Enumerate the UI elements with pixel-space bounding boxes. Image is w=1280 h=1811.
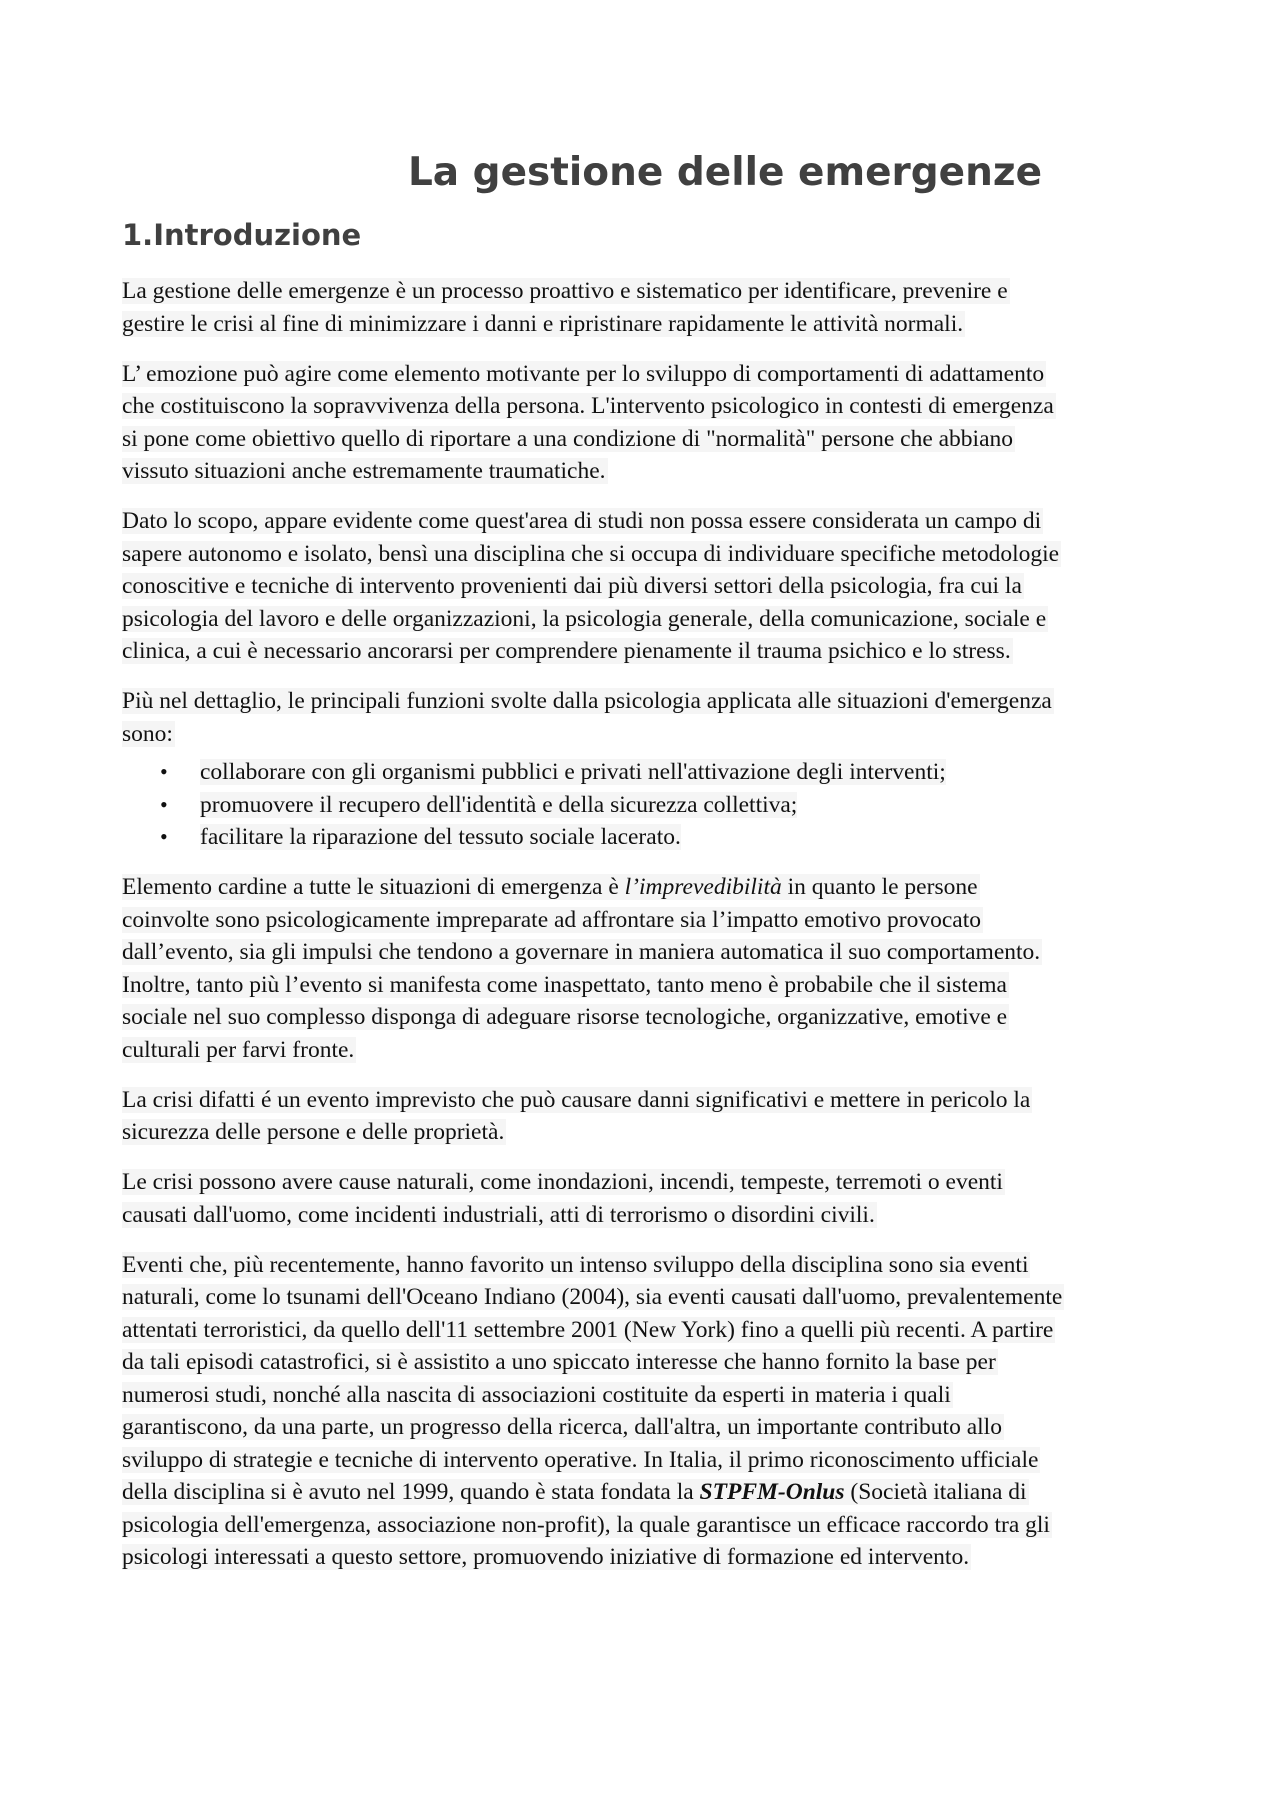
paragraph-causes	[122, 1166, 1182, 1231]
text-line: L’ emozione può agire come elemento motivante per lo sviluppo di comportamenti di adattamento	[122, 360, 1045, 387]
list-item	[122, 756, 1182, 789]
document-body	[122, 275, 1182, 1591]
text-line: causati dall'uomo, come incidenti industriali, atti di terrorismo o disordini civili.	[122, 1201, 875, 1228]
functions-list	[122, 756, 1182, 854]
list-item	[122, 821, 1182, 854]
paragraph-functions	[122, 685, 1182, 750]
list-item-text: promuovere il recupero dell'identità e della sicurezza collettiva;	[200, 791, 798, 818]
organization-name: STPFM-Onlus	[699, 1479, 845, 1505]
list-item-text: facilitare la riparazione del tessuto sociale lacerato.	[200, 824, 681, 850]
text-line: conoscitive e tecniche di intervento provenienti dai più diversi settori della psicologia, fra cui la	[122, 573, 1022, 599]
text-line: si pone come obiettivo quello di riportare a una condizione di "normalità" persone che abbiano	[122, 425, 1014, 452]
paragraph-unpredictability	[122, 871, 1182, 1066]
text-line: psicologia dell'emergenza, associazione non-profit), la quale garantisce un efficace raccordo tra gli	[122, 1511, 1050, 1538]
list-item	[122, 789, 1182, 822]
text-line: sapere autonomo e isolato, bensì una disciplina che si occupa di individuare specifiche metodologie	[122, 540, 1060, 567]
text-line: coinvolte sono psicologicamente impreparate ad affrontare sia l’impatto emotivo provocato	[122, 906, 981, 933]
bullet-icon: •	[160, 824, 168, 849]
text-line: La gestione delle emergenze è un processo proattivo e sistematico per identificare, prevenire e	[122, 278, 1008, 304]
paragraph-definition	[122, 275, 1182, 340]
text-line: psicologia del lavoro e delle organizzazioni, la psicologia generale, della comunicazione, sociale e	[122, 605, 1047, 632]
text-line: Inoltre, tanto più l’evento si manifesta come inaspettato, tanto meno è probabile che il sistema	[122, 971, 1007, 998]
text-line: sono:	[122, 720, 173, 747]
text-line: psicologi interessati a questo settore, promuovendo iniziative di formazione ed intervento.	[122, 1544, 970, 1570]
paragraph-history	[122, 1249, 1182, 1574]
bullet-icon: •	[160, 759, 168, 784]
text-line: culturali per farvi fronte.	[122, 1036, 355, 1063]
text-line: naturali, come lo tsunami dell'Oceano Indiano (2004), sia eventi causati dall'uomo, prevalentemente	[122, 1284, 1063, 1310]
text-line: numerosi studi, nonché alla nascita di associazioni costituite da esperti in materia i quali	[122, 1381, 951, 1408]
text-line: Eventi che, più recentemente, hanno favorito un intenso sviluppo della disciplina sono sia eventi	[122, 1251, 1029, 1278]
bullet-icon: •	[160, 791, 168, 817]
text-line: attentati terroristici, da quello dell'11 settembre 2001 (New York) fino a quelli più recenti. A partire	[122, 1316, 1054, 1343]
text-line: vissuto situazioni anche estremamente traumatiche.	[122, 458, 606, 484]
text-run: in quanto le persone	[781, 874, 978, 900]
text-line	[122, 1479, 1029, 1505]
text-line: da tali episodi catastrofici, si è assistito a uno spiccato interesse che hanno fornito la base per	[122, 1349, 996, 1375]
text-line: La crisi difatti é un evento imprevisto che può causare danni significativi e mettere in pericolo la	[122, 1086, 1031, 1113]
paragraph-scope	[122, 505, 1182, 668]
text-line	[122, 874, 980, 900]
text-line: Più nel dettaglio, le principali funzioni svolte dalla psicologia applicata alle situazioni d'emergenza	[122, 688, 1052, 714]
paragraph-emotion	[122, 358, 1182, 488]
text-run: Elemento cardine a tutte le situazioni di emergenza è	[122, 874, 625, 900]
text-line: garantiscono, da una parte, un progresso della ricerca, dall'altra, un importante contributo allo	[122, 1414, 1002, 1440]
list-item-text: collaborare con gli organismi pubblici e privati nell'attivazione degli interventi;	[200, 759, 946, 785]
text-run: (Società italiana di	[844, 1479, 1027, 1505]
italic-term: l’imprevedibilità	[624, 874, 782, 900]
text-line: sviluppo di strategie e tecniche di intervento operative. In Italia, il primo riconoscimento ufficiale	[122, 1446, 1039, 1473]
paragraph-crisis	[122, 1084, 1182, 1149]
text-line: clinica, a cui è necessario ancorarsi per comprendere pienamente il trauma psichico e lo stress.	[122, 638, 1011, 664]
text-run: della disciplina si è avuto nel 1999, quando è stata fondata la	[122, 1479, 700, 1505]
section-heading: 1.Introduzione	[122, 218, 362, 252]
text-line: che costituiscono la sopravvivenza della persona. L'intervento psicologico in contesti di emergenza	[122, 393, 1054, 419]
text-line: gestire le crisi al fine di minimizzare i danni e ripristinare rapidamente le attività normali.	[122, 310, 964, 337]
document-title: La gestione delle emergenze	[407, 150, 1043, 195]
text-line: sicurezza delle persone e delle proprietà.	[122, 1119, 505, 1145]
text-line: dall’evento, sia gli impulsi che tendono a governare in maniera automatica il suo comportamento.	[122, 939, 1041, 965]
text-line: sociale nel suo complesso disponga di adeguare risorse tecnologiche, organizzative, emotive e	[122, 1004, 1008, 1030]
text-line: Dato lo scopo, appare evidente come quest'area di studi non possa essere considerata un campo di	[122, 508, 1042, 534]
text-line: Le crisi possono avere cause naturali, come inondazioni, incendi, tempeste, terremoti o eventi	[122, 1169, 1003, 1195]
